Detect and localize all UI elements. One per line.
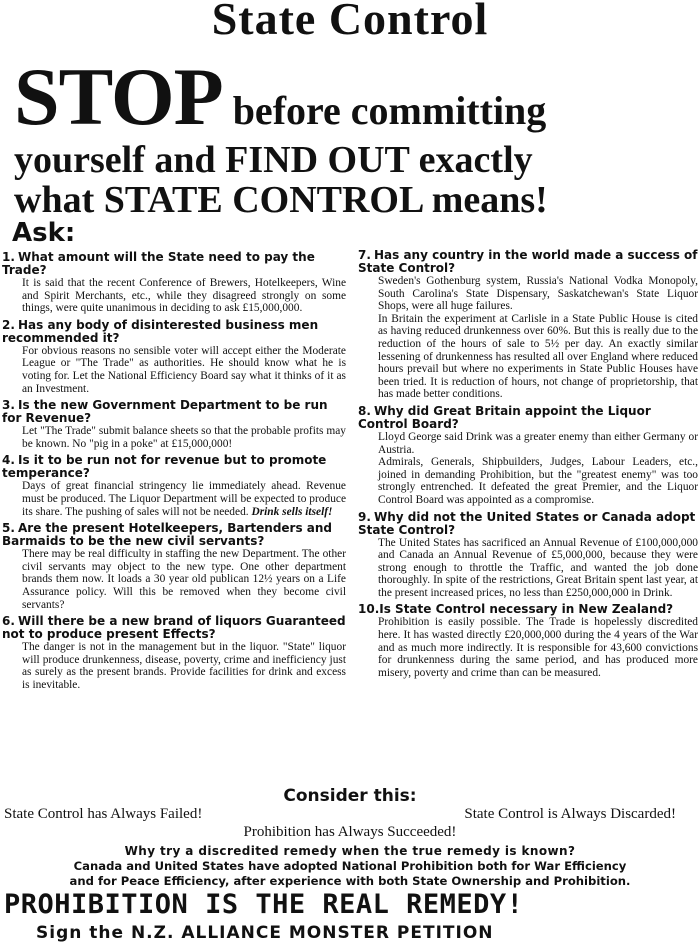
question-heading bbox=[358, 511, 698, 537]
question-heading bbox=[2, 399, 346, 425]
question-heading bbox=[358, 249, 698, 275]
why-try-line: Why try a discredited remedy when the true remedy is known? bbox=[124, 844, 576, 858]
question-title: Why did not the United States or Canada adopt State Control? bbox=[358, 509, 696, 537]
question-title: Has any body of disinterested business men recommended it? bbox=[2, 317, 319, 345]
question-body: There may be real difficulty in staffing the new Department. The other civil servants may object to the new type. One other department brands them now. It loads a 30 year old publican 12½ years on a Life Assurance policy. Will this be removed when they become civil servants? bbox=[22, 548, 346, 611]
question-body bbox=[2, 480, 346, 518]
question-item bbox=[358, 511, 698, 600]
question-number: 7. bbox=[358, 248, 371, 262]
always-failed-text: State Control has Always Failed! bbox=[4, 806, 203, 822]
question-title: Are the present Hotelkeepers, Bartenders and Barmaids to be the new civil servants? bbox=[2, 521, 333, 549]
real-remedy-banner: PROHIBITION IS THE REAL REMEDY! bbox=[4, 889, 524, 920]
question-body: The danger is not in the management but in the liquor. "State" liquor will produce drunkenness, disease, poverty, crime and inefficiency just as surely as the present brands. Provide facilities for drink and excess is inevitable. bbox=[22, 641, 346, 691]
question-number: 1. bbox=[2, 250, 15, 264]
question-item bbox=[358, 405, 698, 507]
question-body-text: Sweden's Gothenburg system, Russia's National Vodka Monopoly, South Carolina's State Dispensary, Saskatchewan's State Liquor Shops, were all huge failures. bbox=[378, 275, 698, 313]
canada-us-paragraph bbox=[0, 859, 700, 889]
question-title: Why did Great Britain appoint the Liquor Control Board? bbox=[358, 403, 651, 431]
question-number: 5. bbox=[2, 521, 15, 536]
headline-stop-line bbox=[14, 51, 700, 142]
question-title: Is it to be run not for revenue but to promote temperance? bbox=[2, 453, 327, 481]
question-body: Let "The Trade" submit balance sheets so that the probable profits may be known. No "pig in a poke" at £15,000,000! bbox=[22, 425, 346, 450]
question-heading bbox=[2, 454, 346, 480]
question-body-text: Days of great financial stringency lie immediately ahead. Revenue must be produced. The Liquor Department will be expected to produce its share. The pushing of sales will not be needed. bbox=[22, 480, 346, 518]
question-body: The United States has sacrificed an Annual Revenue of £100,000,000 and Canada an Annual Revenue of £5,000,000, because they were strong enough to throttle the Traffic, and wanted the job done thoroughly. In spite of the restrictions, Great Britain spent last year, at the present increased prices, no less than £250,000,000 in Drink. bbox=[378, 536, 698, 599]
question-title: What amount will the State need to pay the Trade? bbox=[2, 250, 315, 277]
headline-line-3: what STATE CONTROL means! bbox=[14, 179, 548, 221]
right-question-column bbox=[358, 249, 698, 683]
consider-heading: Consider this: bbox=[283, 786, 417, 806]
page-title: State Control bbox=[211, 0, 489, 44]
question-number: 9. bbox=[358, 509, 371, 524]
question-body-text-2: In Britain the experiment at Carlisle in a State Public House is cited as having reduced drunkenness over 60%. But this is really due to the reduction of the hours of sale to 5½ per day. An exactly similar lessening of drunkenness has resulted all over England where reduced hours prevail but where no experiments in State Public Houses have been tried. It is reduction of hours, not change of proprietorship, that has made better conditions. bbox=[378, 312, 698, 401]
question-title: Is State Control necessary in New Zealand? bbox=[379, 602, 674, 617]
always-succeeded-text: Prohibition has Always Succeeded! bbox=[243, 824, 457, 840]
always-discarded-text: State Control is Always Discarded! bbox=[464, 806, 676, 822]
canada-us-line-1: Canada and United States have adopted National Prohibition both for War Efficiency bbox=[73, 859, 627, 873]
question-number: 2. bbox=[2, 317, 15, 332]
headline-stop: STOP bbox=[14, 51, 223, 142]
question-number: 10. bbox=[358, 602, 380, 617]
question-item bbox=[2, 399, 346, 450]
question-body: Prohibition is easily possible. The Trade is hopelessly discredited here. It has wasted directly £20,000,000 during the 4 years of the War and as much more indirectly. It is responsible for 43,600 convictions for drunkenness during the same period, and has produced more misery, poverty and crime than can be measured. bbox=[378, 616, 698, 679]
question-title: Has any country in the world made a success of State Control? bbox=[358, 248, 698, 275]
question-title: Will there be a new brand of liquors Guaranteed not to produce present Effects? bbox=[2, 614, 346, 642]
question-item bbox=[2, 522, 346, 611]
sign-petition-line: Sign the N.Z. ALLIANCE MONSTER PETITION bbox=[36, 923, 494, 943]
question-body-text: Lloyd George said Drink was a greater enemy than either Germany or Austria. bbox=[378, 430, 698, 456]
question-title: Is the new Government Department to be run for Revenue? bbox=[2, 398, 328, 426]
question-heading bbox=[358, 405, 698, 431]
question-body: It is said that the recent Conference of Brewers, Hotelkeepers, Wine and Spirit Merchants, etc., while they disagreed strongly on some things, were quite unanimous in deciding to ask £15,000,000. bbox=[22, 277, 346, 315]
question-number: 6. bbox=[2, 614, 15, 629]
headline-before-committing: before committing bbox=[232, 88, 547, 133]
question-item bbox=[2, 319, 346, 395]
question-body bbox=[358, 431, 698, 507]
question-number: 3. bbox=[2, 398, 15, 413]
question-heading bbox=[2, 522, 346, 548]
canada-us-line-2: and for Peace Efficiency, after experience with both State Ownership and Prohibition. bbox=[69, 874, 631, 888]
question-heading bbox=[2, 319, 346, 345]
question-body-emphasis: Drink sells itself! bbox=[251, 505, 333, 518]
question-heading bbox=[2, 251, 346, 277]
left-question-column bbox=[2, 251, 346, 695]
question-item bbox=[2, 615, 346, 691]
question-item bbox=[358, 603, 698, 679]
question-heading bbox=[2, 615, 346, 641]
question-body-text-2: Admirals, Generals, Shipbuilders, Judges, Labour Leaders, etc., joined in demanding Prohibition, but the "greatest enemy" was too strongly entrenched. It defeated the great Premier, and the Liquor Control Board was appointed as a compromise. bbox=[378, 456, 698, 506]
ask-heading: Ask: bbox=[12, 218, 76, 248]
question-number: 8. bbox=[358, 403, 371, 418]
question-heading bbox=[358, 603, 698, 616]
question-item bbox=[358, 249, 698, 401]
question-number: 4. bbox=[2, 453, 15, 468]
question-item bbox=[2, 454, 346, 518]
headline-line-2: yourself and FIND OUT exactly bbox=[14, 139, 533, 181]
question-body bbox=[358, 275, 698, 401]
question-item bbox=[2, 251, 346, 315]
question-body: For obvious reasons no sensible voter will accept either the Moderate League or "The Trade" as authorities. He should know what he is voting for. Let the National Efficiency Board say what it thinks of it as an Investment. bbox=[22, 344, 346, 395]
